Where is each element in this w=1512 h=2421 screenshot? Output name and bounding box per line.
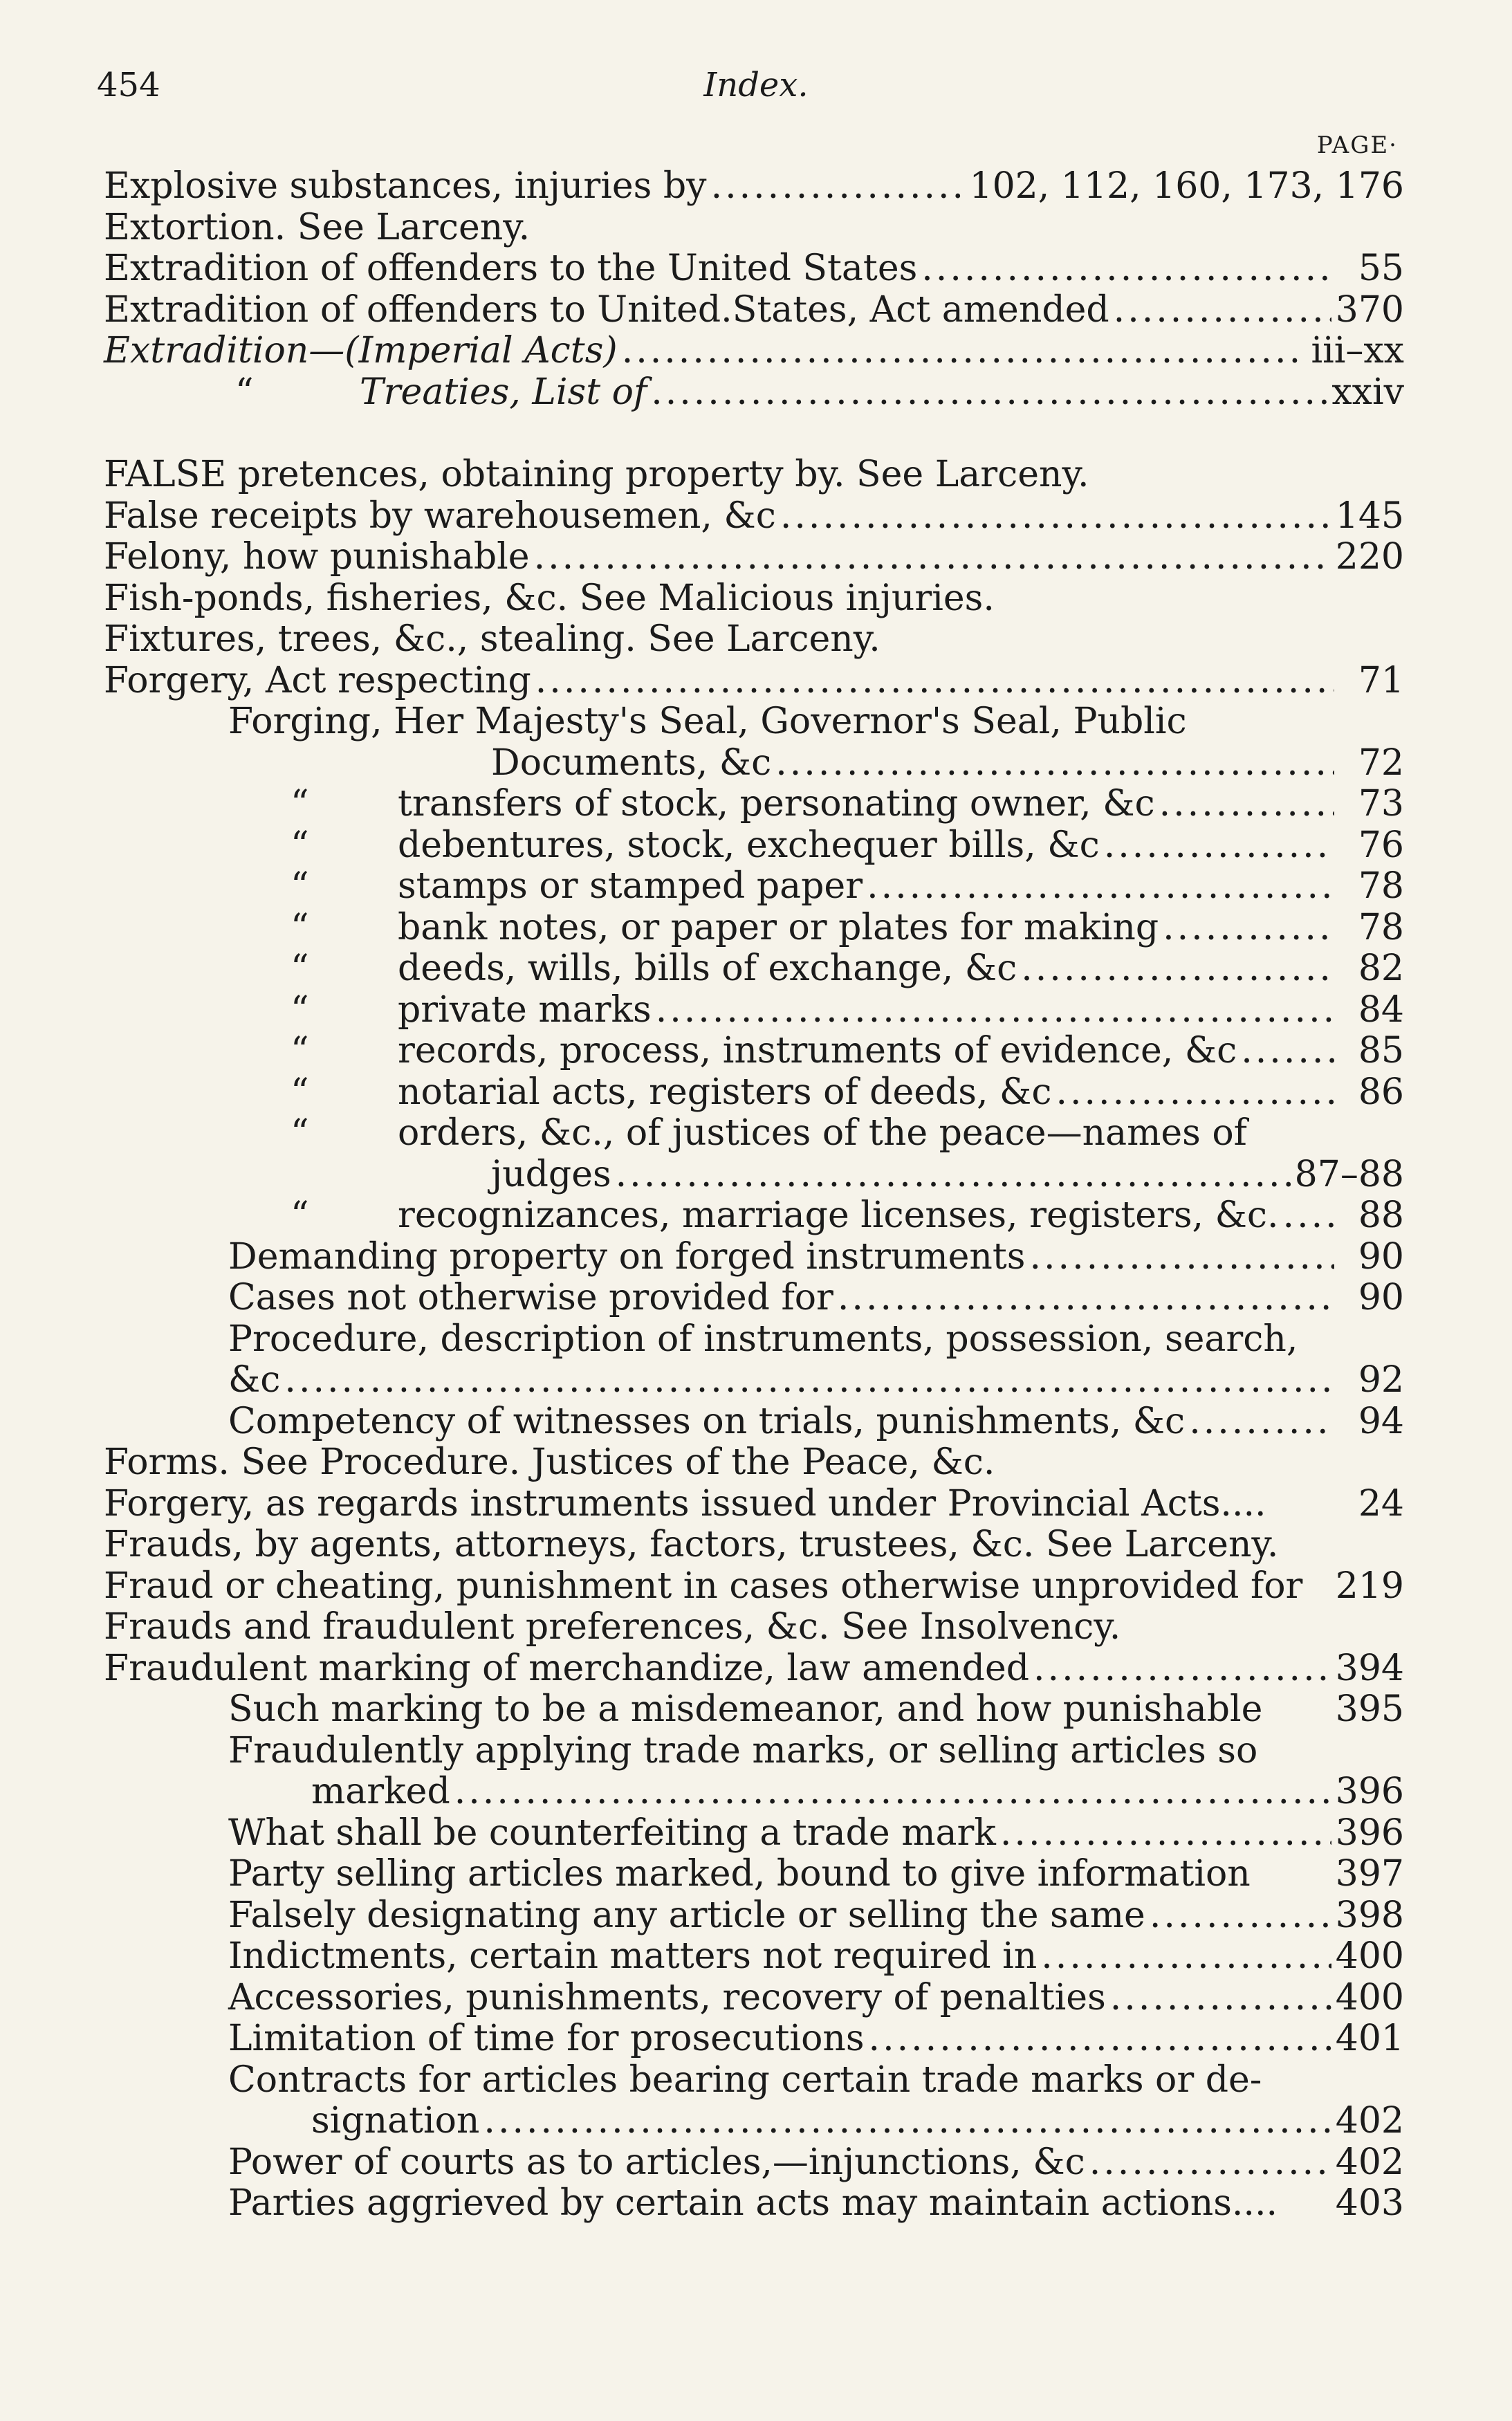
page-reference: 73 bbox=[1358, 783, 1404, 825]
index-entry bbox=[104, 248, 1404, 290]
ditto-mark: “ bbox=[291, 865, 309, 907]
entry-text: Frauds and fraudulent preferences, &c. See Insolvency. bbox=[104, 1606, 1121, 1648]
entry-text: Falsely designating any article or selling the same bbox=[228, 1894, 1145, 1936]
dot-leader bbox=[780, 496, 1331, 537]
page-reference: 86 bbox=[1358, 1071, 1404, 1113]
dot-leader bbox=[454, 1771, 1331, 1813]
page-number: 454 bbox=[97, 66, 160, 104]
entry-text: Extortion. See Larceny. bbox=[104, 206, 531, 248]
index-entry bbox=[104, 784, 1404, 825]
entry-text: Fish-ponds, fisheries, &c. See Malicious injuries. bbox=[104, 577, 995, 619]
dot-leader bbox=[622, 331, 1307, 372]
index-entry bbox=[104, 1154, 1404, 1196]
entry-text: Such marking to be a misdemeanor, and how punishable bbox=[228, 1688, 1263, 1730]
entry-text: deeds, wills, bills of exchange, &c bbox=[398, 948, 1017, 989]
page-reference: 92 bbox=[1358, 1359, 1404, 1401]
page-reference: 397 bbox=[1335, 1853, 1404, 1895]
page-reference: xxiv bbox=[1331, 371, 1404, 413]
entry-text: transfers of stock, personating owner, &c bbox=[398, 783, 1155, 825]
page-reference: 84 bbox=[1358, 988, 1404, 1031]
ditto-mark: “ bbox=[291, 783, 309, 825]
ditto-mark: “ bbox=[291, 1112, 309, 1154]
index-entry bbox=[104, 2101, 1404, 2142]
entry-text: What shall be counterfeiting a trade mark bbox=[228, 1812, 996, 1854]
dot-leader bbox=[1241, 1031, 1334, 1072]
entry-text: &c bbox=[228, 1359, 281, 1401]
index-entry bbox=[104, 1731, 1404, 1772]
ditto-mark: “ bbox=[291, 824, 309, 866]
dot-leader bbox=[1055, 1072, 1334, 1114]
index-entry bbox=[104, 908, 1404, 949]
dot-leader bbox=[1041, 1936, 1331, 1978]
ditto-mark: “ bbox=[291, 988, 309, 1031]
index-entry bbox=[104, 1648, 1404, 1690]
entry-text: debentures, stock, exchequer bills, &c bbox=[398, 824, 1100, 866]
entry-text: Cases not otherwise provided for bbox=[228, 1277, 833, 1318]
index-entry bbox=[104, 1113, 1404, 1154]
page-reference: 396 bbox=[1335, 1771, 1404, 1812]
ditto-mark: “ bbox=[291, 1195, 309, 1236]
entry-text: private marks bbox=[398, 988, 652, 1031]
index-entry bbox=[104, 454, 1404, 496]
dot-leader bbox=[869, 2018, 1331, 2060]
index-entry bbox=[104, 166, 1404, 208]
index-entry bbox=[104, 1401, 1404, 1443]
dot-leader bbox=[1029, 1237, 1334, 1278]
entry-text: Party selling articles marked, bound to give information bbox=[228, 1853, 1251, 1895]
index-entry bbox=[104, 743, 1404, 784]
index-entry bbox=[104, 661, 1404, 702]
page-reference: 72 bbox=[1358, 742, 1404, 784]
index-entry bbox=[104, 825, 1404, 867]
entry-text: Contracts for articles bearing certain trade marks or de- bbox=[228, 2059, 1262, 2101]
index-entry bbox=[104, 1319, 1404, 1361]
index-entry bbox=[104, 2060, 1404, 2101]
ditto-mark: “ bbox=[291, 906, 309, 948]
index-entry bbox=[104, 866, 1404, 908]
dot-leader bbox=[651, 372, 1327, 414]
running-title: Index. bbox=[703, 66, 809, 104]
entry-text: Fraudulently applying trade marks, or selling articles so bbox=[228, 1729, 1258, 1771]
entry-text: records, process, instruments of evidence, &c bbox=[398, 1030, 1237, 1071]
entry-text: Documents, &c bbox=[491, 742, 772, 784]
page-reference: 24 bbox=[1358, 1482, 1404, 1525]
page-reference: 88 bbox=[1358, 1195, 1404, 1236]
index-entry bbox=[104, 1607, 1404, 1648]
dot-leader bbox=[1189, 1401, 1334, 1443]
page-reference: 78 bbox=[1358, 906, 1404, 948]
page-reference: 396 bbox=[1335, 1812, 1404, 1854]
entry-text: Forging, Her Majesty's Seal, Governor's Seal, Public bbox=[228, 701, 1187, 742]
index-entry bbox=[104, 1442, 1404, 1484]
index-entry bbox=[104, 496, 1404, 537]
entry-text: Extradition—(Imperial Acts) bbox=[104, 330, 618, 371]
dot-leader bbox=[534, 537, 1331, 578]
entry-text: bank notes, or paper or plates for making bbox=[398, 906, 1159, 948]
page-reference: 395 bbox=[1335, 1688, 1404, 1730]
page-reference: 87–88 bbox=[1294, 1153, 1404, 1195]
entry-text: notarial acts, registers of deeds, &c bbox=[398, 1071, 1052, 1113]
entry-text: Demanding property on forged instruments bbox=[228, 1235, 1026, 1278]
index-entry bbox=[104, 1771, 1404, 1813]
entry-text: judges bbox=[491, 1153, 611, 1195]
dot-leader bbox=[1163, 908, 1334, 949]
entry-text: Procedure, description of instruments, possession, search, bbox=[228, 1318, 1298, 1360]
index-entry bbox=[104, 1936, 1404, 1978]
ditto-mark: “ bbox=[291, 1071, 309, 1113]
entry-text: Competency of witnesses on trials, punishments, &c bbox=[228, 1400, 1186, 1442]
page-column-label: PAGE· bbox=[1316, 131, 1398, 159]
entry-text: Power of courts as to articles,—injunctions, &c bbox=[228, 2141, 1085, 2183]
dot-leader bbox=[921, 248, 1334, 290]
section-gap bbox=[104, 413, 1404, 454]
entry-text: Treaties, List of bbox=[360, 371, 647, 413]
dot-leader bbox=[1104, 825, 1334, 867]
entry-text: recognizances, marriage licenses, registers, &c. bbox=[398, 1195, 1279, 1236]
index-entry bbox=[104, 208, 1404, 249]
page-reference: 145 bbox=[1335, 495, 1404, 537]
index-entry bbox=[104, 1484, 1404, 1525]
entry-text: Forms. See Procedure. Justices of the Peace, &c. bbox=[104, 1442, 995, 1483]
page-reference: 90 bbox=[1358, 1277, 1404, 1318]
index-entry bbox=[104, 701, 1404, 743]
dot-leader bbox=[1033, 1648, 1331, 1690]
index-entry bbox=[104, 1237, 1404, 1278]
index-entry bbox=[104, 578, 1404, 620]
entry-text: marked bbox=[311, 1771, 450, 1812]
index-entry bbox=[104, 1566, 1404, 1608]
entry-text: Frauds, by agents, attorneys, factors, trustees, &c. See Larceny. bbox=[104, 1524, 1279, 1565]
dot-leader bbox=[1110, 1978, 1331, 2019]
index-entry bbox=[104, 1278, 1404, 1319]
page-reference: 219 bbox=[1335, 1565, 1404, 1607]
page-reference: 402 bbox=[1335, 2141, 1404, 2183]
page-reference: iii–xx bbox=[1311, 330, 1404, 371]
index-entry bbox=[104, 1978, 1404, 2019]
dot-leader bbox=[1089, 2142, 1331, 2184]
page-reference: 71 bbox=[1358, 659, 1404, 701]
page-reference: 76 bbox=[1358, 824, 1404, 866]
page-reference: 82 bbox=[1358, 948, 1404, 989]
entry-text: Fraud or cheating, punishment in cases otherwise unprovided for bbox=[104, 1565, 1303, 1607]
index-entry bbox=[104, 331, 1404, 372]
entry-text: Fraudulent marking of merchandize, law amended bbox=[104, 1647, 1030, 1689]
index-entry bbox=[104, 1031, 1404, 1072]
page-reference: 85 bbox=[1358, 1030, 1404, 1071]
index-entry bbox=[104, 1072, 1404, 1114]
index-entry bbox=[104, 372, 1404, 414]
dot-leader bbox=[1159, 784, 1334, 825]
ditto-mark: “ bbox=[291, 1030, 309, 1071]
page-reference: 394 bbox=[1335, 1647, 1404, 1689]
page-reference: 401 bbox=[1335, 2018, 1404, 2059]
index-entry bbox=[104, 1195, 1404, 1237]
index-entry bbox=[104, 619, 1404, 661]
index-entry bbox=[104, 1525, 1404, 1566]
entry-text: Forgery, as regards instruments issued under Provincial Acts.... bbox=[104, 1482, 1266, 1525]
entry-text: stamps or stamped paper bbox=[398, 865, 863, 907]
index-entry bbox=[104, 2018, 1404, 2060]
page-reference: 55 bbox=[1358, 248, 1404, 289]
dot-leader bbox=[838, 1278, 1334, 1319]
index-entry bbox=[104, 2142, 1404, 2184]
entry-text: Accessories, punishments, recovery of penalties bbox=[228, 1976, 1106, 2018]
index-entry bbox=[104, 1360, 1404, 1401]
entry-text: Limitation of time for prosecutions bbox=[228, 2018, 865, 2059]
entry-text: Fixtures, trees, &c., stealing. See Larceny. bbox=[104, 618, 881, 660]
dot-leader bbox=[1000, 1813, 1331, 1854]
entry-text: FALSE pretences, obtaining property by. See Larceny. bbox=[104, 454, 1089, 495]
entry-text: orders, &c., of justices of the peace—names of bbox=[398, 1112, 1247, 1154]
entry-text: Forgery, Act respecting bbox=[104, 659, 531, 701]
entry-text: Explosive substances, injuries by bbox=[104, 165, 707, 207]
dot-leader bbox=[1150, 1895, 1331, 1937]
index-entry bbox=[104, 1854, 1404, 1895]
page-reference: 403 bbox=[1335, 2182, 1404, 2224]
dot-leader bbox=[1021, 948, 1334, 990]
dot-leader bbox=[775, 743, 1334, 784]
dot-leader bbox=[711, 166, 966, 208]
page-reference: 398 bbox=[1335, 1894, 1404, 1936]
index-entry bbox=[104, 537, 1404, 578]
index-entry bbox=[104, 1813, 1404, 1854]
dot-leader bbox=[1114, 290, 1331, 331]
page-reference: 370 bbox=[1335, 288, 1404, 331]
entry-text: Indictments, certain matters not required in bbox=[228, 1935, 1038, 1977]
dot-leader bbox=[284, 1360, 1334, 1401]
page-reference: 220 bbox=[1335, 536, 1404, 578]
page-reference: 402 bbox=[1335, 2100, 1404, 2142]
entry-text: Extradition of offenders to the United States bbox=[104, 248, 918, 289]
index-entry bbox=[104, 2183, 1404, 2225]
page-header bbox=[97, 66, 1415, 128]
entry-text: False receipts by warehousemen, &c bbox=[104, 495, 776, 537]
dot-leader bbox=[867, 866, 1334, 908]
page-reference: 90 bbox=[1358, 1235, 1404, 1278]
dot-leader bbox=[616, 1154, 1291, 1196]
ditto-mark: “ bbox=[291, 948, 309, 989]
index-entry bbox=[104, 1895, 1404, 1937]
entry-text: Felony, how punishable bbox=[104, 536, 530, 578]
dot-leader bbox=[535, 661, 1334, 702]
entry-text: Extradition of offenders to United.States, Act amended bbox=[104, 288, 1109, 331]
page-reference: 78 bbox=[1358, 865, 1404, 907]
entry-text: Parties aggrieved by certain acts may maintain actions.... bbox=[228, 2182, 1278, 2224]
dot-leader bbox=[656, 990, 1334, 1031]
page-reference: 400 bbox=[1335, 1976, 1404, 2018]
entry-text: signation bbox=[311, 2100, 480, 2142]
page-reference: 400 bbox=[1335, 1935, 1404, 1977]
index-entry bbox=[104, 290, 1404, 331]
page-reference: 94 bbox=[1358, 1400, 1404, 1442]
index-entry bbox=[104, 990, 1404, 1031]
index-entry bbox=[104, 948, 1404, 990]
index-entry bbox=[104, 1689, 1404, 1731]
dot-leader bbox=[483, 2101, 1331, 2142]
dot-leader bbox=[1283, 1195, 1334, 1237]
page-reference: 102, 112, 160, 173, 176 bbox=[969, 165, 1404, 207]
index-entries bbox=[104, 166, 1404, 2225]
ditto-mark: “ bbox=[235, 371, 254, 413]
